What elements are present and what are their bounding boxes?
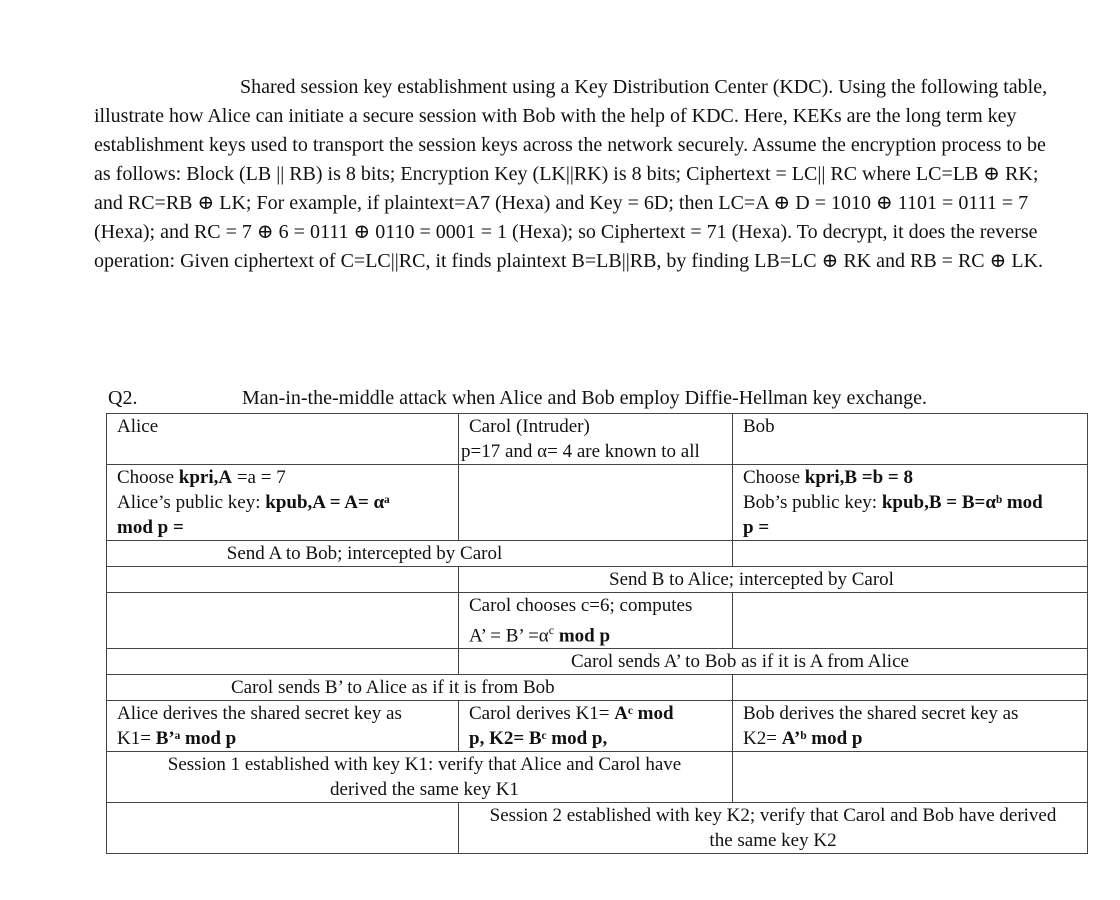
- derive-row: [107, 701, 1088, 752]
- alice-keys: Choose kpri,A =a = 7 Alice’s public key: kpub,A = A= αᵃ mod p =: [107, 465, 459, 541]
- intro-paragraph: [94, 73, 1054, 276]
- carol-compute-left-empty: [107, 593, 459, 649]
- bob-keys: Choose kpri,B =b = 8 Bob’s public key: kpub,B = B=αᵇ mod p =: [733, 465, 1088, 541]
- session-2-row: [107, 803, 1088, 854]
- intro-text: Shared session key establishment using a Key Distribution Center (KDC). Using the following table, illustrate how Alice can initiate a secure session with Bob with the help of KDC. Here, KEKs are the long term key establishment keys used to transport the session keys across the network securely. Assume the encryption process to be as follows: Block (LB || RB) is 8 bits; Encryption Key (LK||RK) is 8 bits; Ciphertext = LC|| RC where LC=LB ⊕ RK; and RC=RB ⊕ LK; For example, if plaintext=A7 (Hexa) and Key = 6D; then LC=A ⊕ D = 1010 ⊕ 1101 = 0111 = 7 (Hexa); and RC = 7 ⊕ 6 = 0111 ⊕ 0110 = 0001 = 1 (Hexa); so Ciphertext = 71 (Hexa). To decrypt, it does the reverse operation: Given ciphertext of C=LC||RC, it finds plaintext B=LB||RB, by finding LB=LC ⊕ RK and RB = RC ⊕ LK.: [94, 76, 1048, 272]
- session-1-row: [107, 752, 1088, 803]
- key-row: [107, 465, 1088, 541]
- alice-derive: Alice derives the shared secret key as K1= B’ᵃ mod p: [107, 701, 459, 752]
- header-row: [107, 414, 1088, 465]
- bob-derive: Bob derives the shared secret key as K2= A’ᵇ mod p: [733, 701, 1088, 752]
- session-2-message: Session 2 established with key K2; verify that Carol and Bob have derived the same key K2: [459, 803, 1088, 854]
- carol-derive: Carol derives K1= Aᶜ mod p, K2= Bᶜ mod p,: [459, 701, 733, 752]
- send-b-row: [107, 567, 1088, 593]
- q2-title: Man-in-the-middle attack when Alice and Bob employ Diffie-Hellman key exchange.: [242, 387, 927, 409]
- send-b-message: Send B to Alice; intercepted by Carol: [459, 567, 1088, 593]
- carol-sends-b-row: [107, 675, 1088, 701]
- carol-compute-right-empty: [733, 593, 1088, 649]
- mitm-table: [106, 413, 1088, 854]
- header-alice: Alice: [107, 414, 459, 465]
- send-a-row: [107, 541, 1088, 567]
- send-b-empty: [107, 567, 459, 593]
- header-bob: Bob: [733, 414, 1088, 465]
- carol-sends-b-message: Carol sends B’ to Alice as if it is from Bob: [107, 675, 733, 701]
- session-1-empty: [733, 752, 1088, 803]
- q2-label: Q2.: [108, 387, 138, 409]
- carol-sends-a-message: Carol sends A’ to Bob as if it is A from Alice: [459, 649, 1088, 675]
- carol-sends-b-empty: [733, 675, 1088, 701]
- carol-sends-a-row: [107, 649, 1088, 675]
- carol-compute-row: [107, 593, 1088, 649]
- send-a-message: Send A to Bob; intercepted by Carol: [107, 541, 733, 567]
- session-2-empty: [107, 803, 459, 854]
- send-a-empty: [733, 541, 1088, 567]
- header-carol: Carol (Intruder) p=17 and α= 4 are known to all: [459, 414, 733, 465]
- carol-keys-empty: [459, 465, 733, 541]
- carol-sends-a-empty: [107, 649, 459, 675]
- carol-compute: Carol chooses c=6; computes A’ = B’ $=\alpha^c$ mod p: [459, 593, 733, 649]
- known-parameters: p=17 and α= 4 are known to all: [461, 441, 700, 462]
- session-1-message: Session 1 established with key K1: verify that Alice and Carol have derived the same key K1: [107, 752, 733, 803]
